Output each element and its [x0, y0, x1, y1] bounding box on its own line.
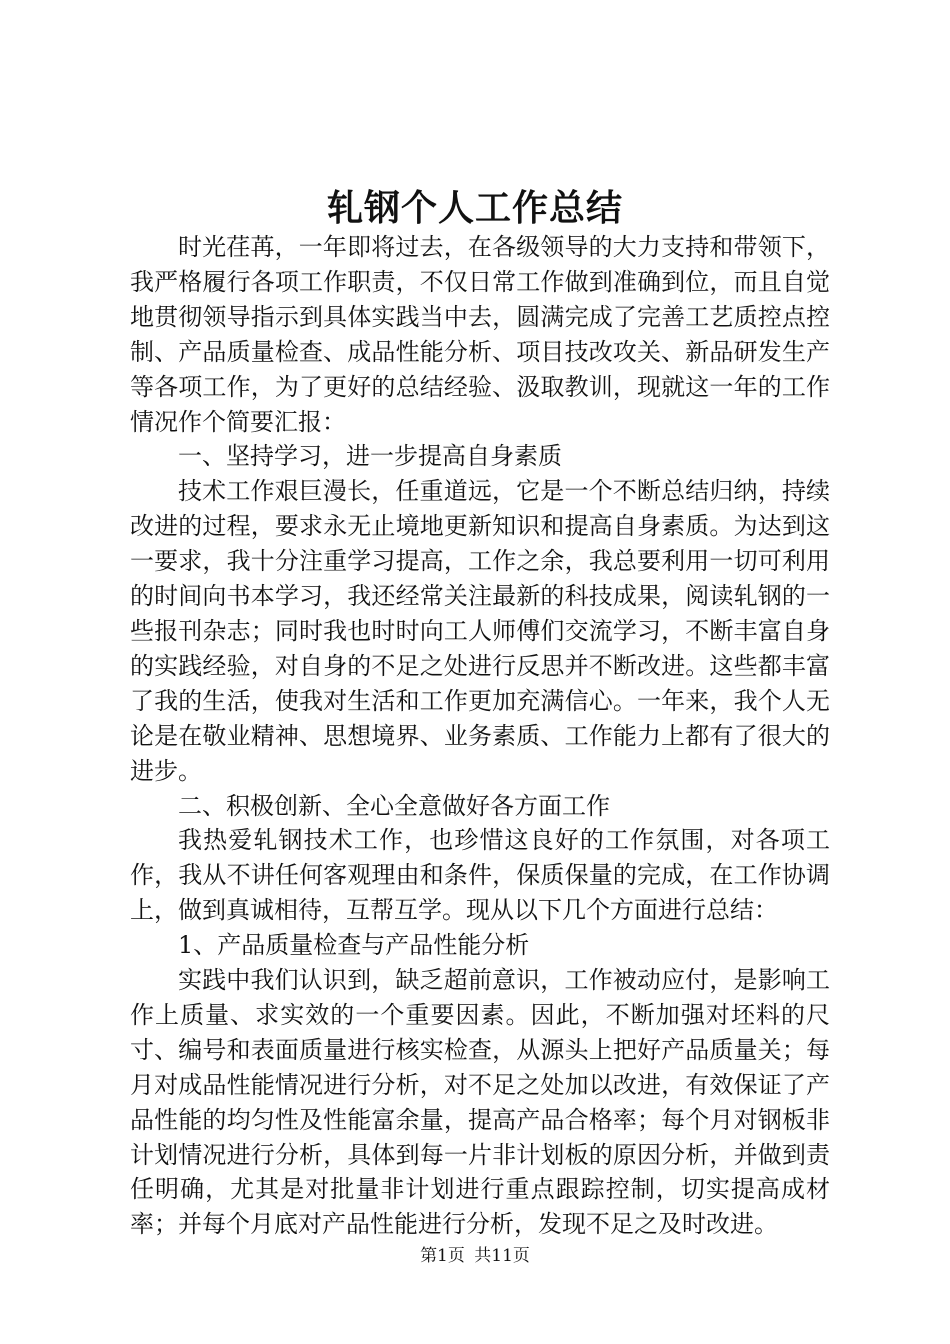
section-heading-1: 一、坚持学习，进一步提高自身素质 [178, 442, 562, 471]
document-body [130, 230, 830, 1242]
page-title: 轧钢个人工作总结 [326, 187, 623, 229]
page-footer [0, 1244, 950, 1268]
section-2-paragraph: 我热爱轧钢技术工作，也珍惜这良好的工作氛围，对各项工作，我从不讲任何客观理由和条件，保质保量的完成，在工作协调上，做到真诚相待，互帮互学。现从以下几个方面进行总结： [130, 826, 830, 925]
page-total: 共11页 [474, 1246, 530, 1266]
intro-paragraph: 时光荏苒，一年即将过去，在各级领导的大力支持和带领下，我严格履行各项工作职责，不仅日常工作做到准确到位，而且自觉地贯彻领导指示到具体实践当中去，圆满完成了完善工艺质控点控制、产品质量检查、成品性能分析、项目技改攻关、新品研发生产等各项工作，为了更好的总结经验、汲取教训，现就这一年的工作情况作个简要汇报： [130, 233, 830, 436]
subsection-heading-1: 1、产品质量检查与产品性能分析 [178, 931, 530, 960]
subsection-1-paragraph: 实践中我们认识到，缺乏超前意识，工作被动应付，是影响工作上质量、求实效的一个重要因素。因此，不断加强对坯料的尺寸、编号和表面质量进行核实检查，从源头上把好产品质量关；每月对成品性能情况进行分析，对不足之处加以改进，有效保证了产品性能的均匀性及性能富余量，提高产品合格率；每个月对钢板非计划情况进行分析，具体到每一片非计划板的原因分析，并做到责任明确，尤其是对批量非计划进行重点跟踪控制，切实提高成材率；并每个月底对产品性能进行分析，发现不足之及时改进。 [130, 966, 830, 1239]
page-number: 第1页 [420, 1246, 465, 1266]
section-heading-2: 二、积极创新、全心全意做好各方面工作 [178, 791, 610, 820]
section-1-paragraph: 技术工作艰巨漫长，任重道远，它是一个不断总结归纳，持续改进的过程，要求永无止境地更新知识和提高自身素质。为达到这一要求，我十分注重学习提高，工作之余，我总要利用一切可利用的时间向书本学习，我还经常关注最新的科技成果，阅读轧钢的一些报刊杂志；同时我也时时向工人师傅们交流学习，不断丰富自身的实践经验，对自身的不足之处进行反思并不断改进。这些都丰富了我的生活，使我对生活和工作更加充满信心。一年来，我个人无论是在敬业精神、思想境界、业务素质、工作能力上都有了很大的进步。 [130, 477, 830, 785]
